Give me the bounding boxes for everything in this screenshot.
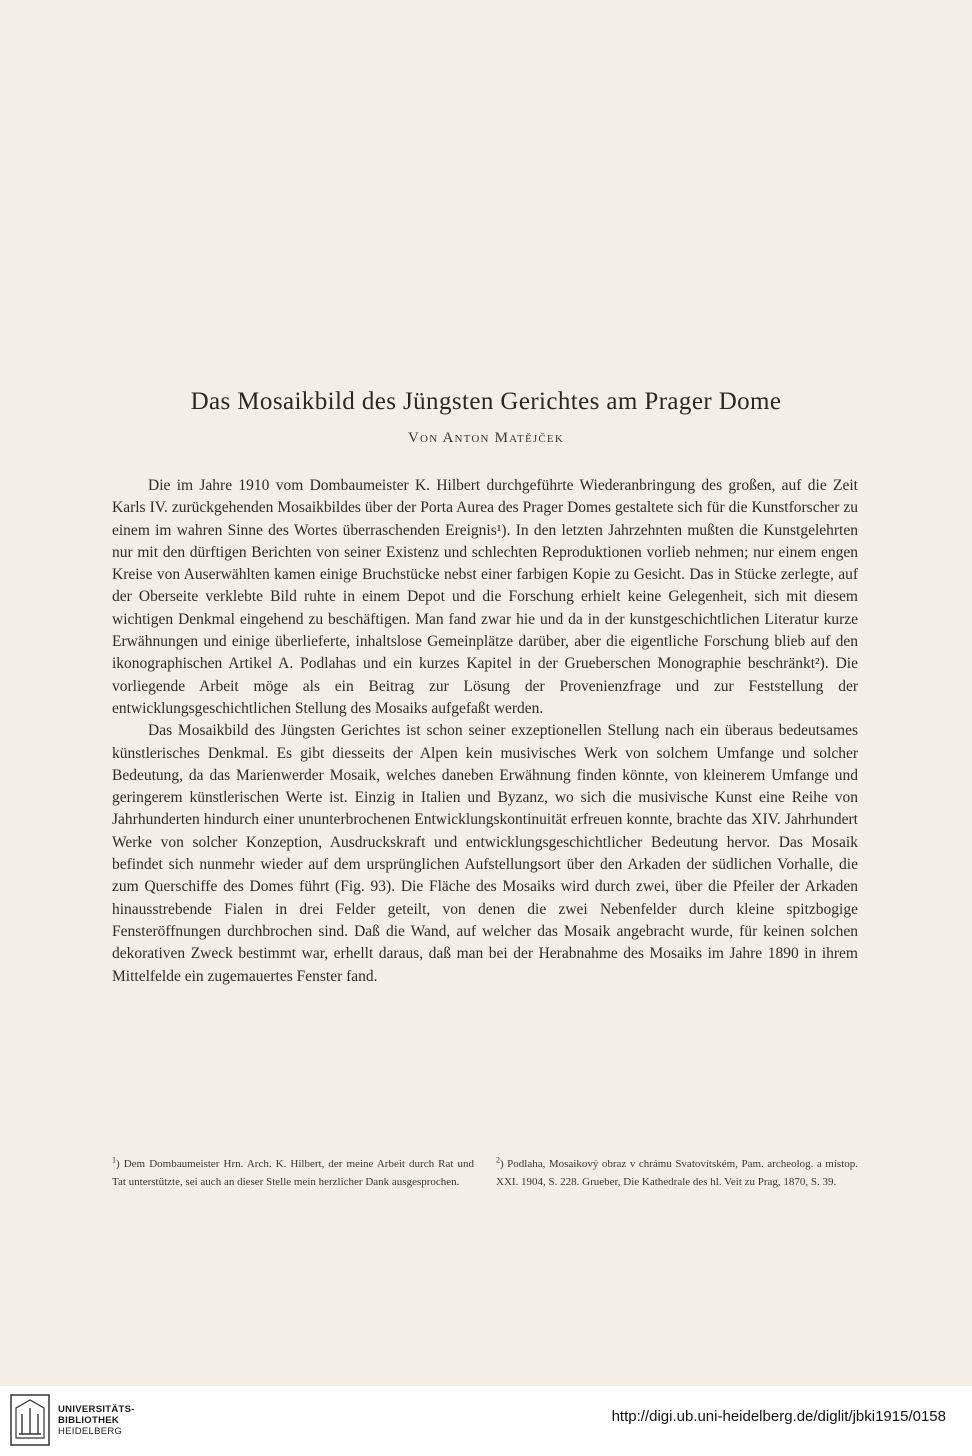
- footnote-1: [112, 1156, 474, 1191]
- article-title: Das Mosaikbild des Jüngsten Gerichtes am Prager Dome: [190, 388, 782, 415]
- paragraph-1: Die im Jahre 1910 vom Dombaumeister K. Hilbert durchgeführte Wiederanbringung des großen, auf die Zeit Karls IV. zurückgehenden Mosaikbildes über der Porta Aurea des Prager Domes gestaltete sich für die Kunstforscher zu einem im wahren Sinne des Wortes überraschenden Ereignis¹). In den letzten Jahrzehnten mußten die Kunstgelehrten nur mit den dürftigen Berichten von seiner Existenz und schlechten Reproduktionen vorlieb nehmen; nur einem engen Kreise von Auserwählten kamen einige Bruchstücke nebst einer farbigen Kopie zu Gesicht. Das in Stücke zerlegte, auf der Oberseite verklebte Bild ruhte in einem Depot und die Forschung erhielt keine Gelegenheit, sich mit diesem wichtigen Denkmal eingehend zu beschäftigen. Man fand zwar hie und da in der kunstgeschichtlichen Literatur kurze Erwähnungen und einige überlieferte, inhaltslose Gemeinplätze darüber, aber die eigentliche Forschung blieb auf den ikonographischen Artikel A. Podlahas und ein kurzes Kapitel in der Grueberschen Monographie beschränkt²). Die vorliegende Arbeit möge als ein Beitrag zur Lösung der Provenienzfrage und zur Feststellung der entwicklungsgeschichtlichen Stellung des Mosaiks aufgefaßt werden.: [112, 477, 858, 717]
- footnotes: [112, 1156, 858, 1191]
- source-url-link[interactable]: http://digi.ub.uni-heidelberg.de/diglit/jbki1915/0158: [611, 1408, 946, 1425]
- footnote-text: ) Dem Dombaumeister Hrn. Arch. K. Hilbert, der meine Arbeit durch Rat und Tat unterstützte, sei auch an dieser Stelle mein herzlicher Dank ausgesprochen.: [112, 1158, 474, 1188]
- logo-line-2: BIBLIOTHEK: [58, 1415, 120, 1426]
- footnote-text: ) Podlaha, Mosaikový obraz v chrámu Svatovítském, Pam. archeolog. a místop. XXI. 1904, S. 228. Grueber, Die Kathedrale des hl. Veit zu Prag, 1870, S. 39.: [496, 1158, 858, 1188]
- article-author: Von Anton Matějček: [408, 430, 564, 446]
- footnote-2: [496, 1156, 858, 1191]
- article-body: [112, 475, 858, 988]
- library-logo-text: [58, 1404, 135, 1437]
- paragraph-2: Das Mosaikbild des Jüngsten Gerichtes ist schon seiner exzeptionellen Stellung nach ein überaus bedeutsames künstlerisches Denkmal. Es gibt diesseits der Alpen kein musivisches Werk von solchem Umfange und solcher Bedeutung, da das Marienwerder Mosaik, welches daneben Erwähnung finden könnte, von kleinerem Umfange und geringerem künstlerischen Werte ist. Einzig in Italien und Byzanz, wo sich die musivische Kunst eine Reihe von Jahrhunderten hindurch einer ununterbrochenen Entwicklungskontinuität erfreuen konnte, brachte das XIV. Jahrhundert Werke von solcher Konzeption, Ausdruckskraft und entwicklungsgeschichtlicher Bedeutung hervor. Das Mosaik befindet sich nunmehr wieder auf dem ursprünglichen Aufstellungsort über den Arkaden der südlichen Vorhalle, die zum Querschiffe des Domes führt (Fig. 93). Die Fläche des Mosaiks wird durch zwei, über die Pfeiler der Arkaden hinausstrebende Fialen in drei Felder geteilt, von denen die zwei Nebenfelder durch kleine spitzbogige Fensteröffnungen durchbrochen sind. Daß die Wand, auf welcher das Mosaik angebracht wurde, für keinen solchen dekorativen Zweck bestimmt war, erhellt daraus, daß man bei der Herabnahme des Mosaiks im Jahre 1890 in ihrem Mittelfelde ein zugemauertes Fenster fand.: [112, 722, 858, 985]
- footnote-number: 1: [112, 1155, 116, 1165]
- footnote-number: 2: [496, 1155, 500, 1165]
- logo-line-1: UNIVERSITÄTS-: [58, 1404, 135, 1415]
- logo-line-3: HEIDELBERG: [58, 1426, 123, 1437]
- heidelberg-seal-icon: [10, 1394, 50, 1446]
- library-footer: [0, 1386, 972, 1456]
